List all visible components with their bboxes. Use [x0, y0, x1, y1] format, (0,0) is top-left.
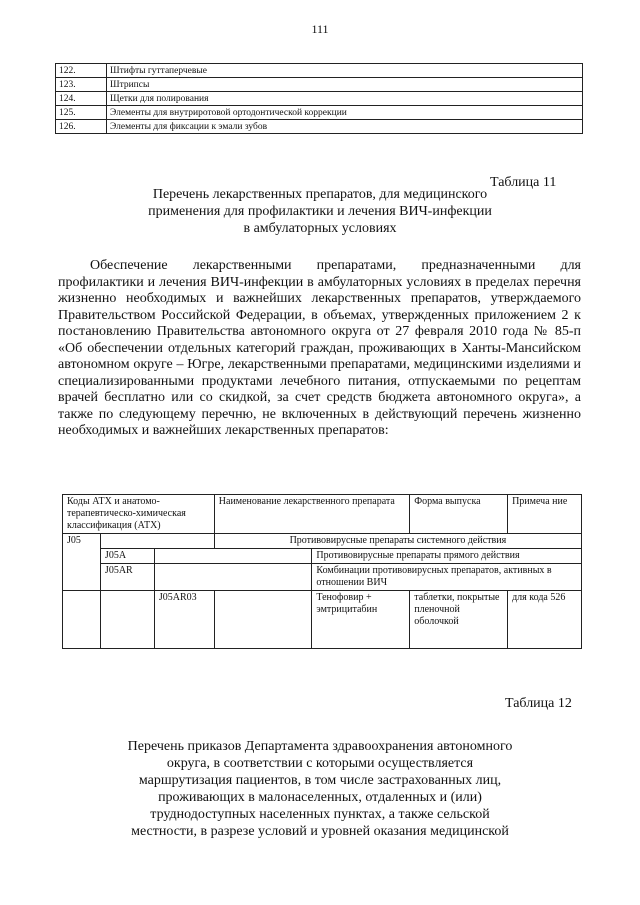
- table-row: [56, 106, 583, 120]
- row-number: 126.: [56, 120, 107, 134]
- table-row: [63, 549, 582, 564]
- cell-empty: [100, 534, 214, 549]
- table-row: [56, 92, 583, 106]
- cell-code: J05A: [100, 549, 154, 564]
- table-11-label: Таблица 11: [490, 175, 557, 190]
- table-row: [63, 534, 582, 549]
- cell-drug-name: Тенофовир + эмтрицитабин: [312, 591, 410, 649]
- row-item-name: Элементы для внутриротовой ортодонтической коррекции: [107, 106, 583, 120]
- cell-empty: [154, 549, 312, 564]
- table-row: [63, 564, 582, 591]
- cell-group: Противовирусные препараты системного действия: [214, 534, 581, 549]
- table-row: [56, 64, 583, 78]
- title-line: округа, в соответствии с которыми осуществляется: [166, 756, 474, 771]
- cell-group: Противовирусные препараты прямого действия: [312, 549, 582, 564]
- cell-note: для кода 526: [508, 591, 582, 649]
- row-number: 122.: [56, 64, 107, 78]
- drug-table: [62, 494, 582, 649]
- table-12-title: [90, 738, 550, 840]
- title-line: маршрутизация пациентов, в том числе застрахованных лиц,: [138, 773, 502, 788]
- cell-code: J05: [63, 534, 101, 591]
- header-name: Наименование лекарственного препарата: [214, 495, 409, 534]
- supplies-table: [55, 63, 583, 134]
- row-item-name: Штифты гуттаперчевые: [107, 64, 583, 78]
- header-note: Примеча ние: [508, 495, 582, 534]
- title-line: проживающих в малонаселенных, отдаленных и (или): [158, 790, 482, 805]
- title-line: Перечень лекарственных препаратов, для медицинского: [152, 187, 488, 202]
- row-item-name: Штрипсы: [107, 78, 583, 92]
- title-line: применения для профилактики и лечения ВИЧ-инфекции: [148, 204, 492, 219]
- header-row: [63, 495, 582, 534]
- row-number: 124.: [56, 92, 107, 106]
- cell-form: таблетки, покрытые пленочной оболочкой: [410, 591, 508, 649]
- row-number: 123.: [56, 78, 107, 92]
- cell-group: Комбинации противовирусных препаратов, активных в отношении ВИЧ: [312, 564, 582, 591]
- cell-empty: [100, 591, 154, 649]
- table-row: [56, 78, 583, 92]
- title-line: местности, в разрезе условий и уровней оказания медицинской: [131, 824, 509, 839]
- cell-empty: [154, 564, 312, 591]
- row-number: 125.: [56, 106, 107, 120]
- table-11-title: [90, 186, 550, 237]
- cell-code: J05AR: [100, 564, 154, 591]
- cell-empty: [63, 591, 101, 649]
- cell-empty: [214, 591, 312, 649]
- header-form: Форма выпуска: [410, 495, 508, 534]
- cell-code: J05AR03: [154, 591, 214, 649]
- title-line: в амбулаторных условиях: [243, 221, 397, 236]
- title-line: труднодоступных населенных пунктах, а также сельской: [150, 807, 490, 822]
- intro-paragraph: Обеспечение лекарственными препаратами, предназначенными для профилактики и лечения ВИЧ-инфекции в амбулаторных условиях в пределах перечня жизненно необходимых и важнейших лекарственных препаратов, утверждаемого Правительством Российской Федерации, в объемах, утвержденных приложением 2 к постановлению Правительства автономного округа от 27 февраля 2010 года № 85-п «Об обеспечении отдельных категорий граждан, проживающих в Ханты-Мансийском автономном округе – Югре, лекарственными препаратами, медицинскими изделиями и специализированными продуктами лечебного питания, отпускаемыми по рецептам врачей бесплатно или со скидкой, за счет средств бюджета автономного округа», а также по следующему перечню, не включенных в действующий перечень жизненно необходимых и важнейших лекарственных препаратов:: [58, 258, 581, 438]
- title-line: Перечень приказов Департамента здравоохранения автономного: [127, 739, 513, 754]
- header-atc: Коды АТХ и анатомо-терапевтическо-химическая классификация (АТХ): [63, 495, 215, 534]
- page-number: 111: [311, 22, 329, 36]
- table-12-label: Таблица 12: [505, 696, 572, 711]
- row-item-name: Элементы для фиксации к эмали зубов: [107, 120, 583, 134]
- row-item-name: Щетки для полирования: [107, 92, 583, 106]
- table-row: [56, 120, 583, 134]
- table-row: [63, 591, 582, 649]
